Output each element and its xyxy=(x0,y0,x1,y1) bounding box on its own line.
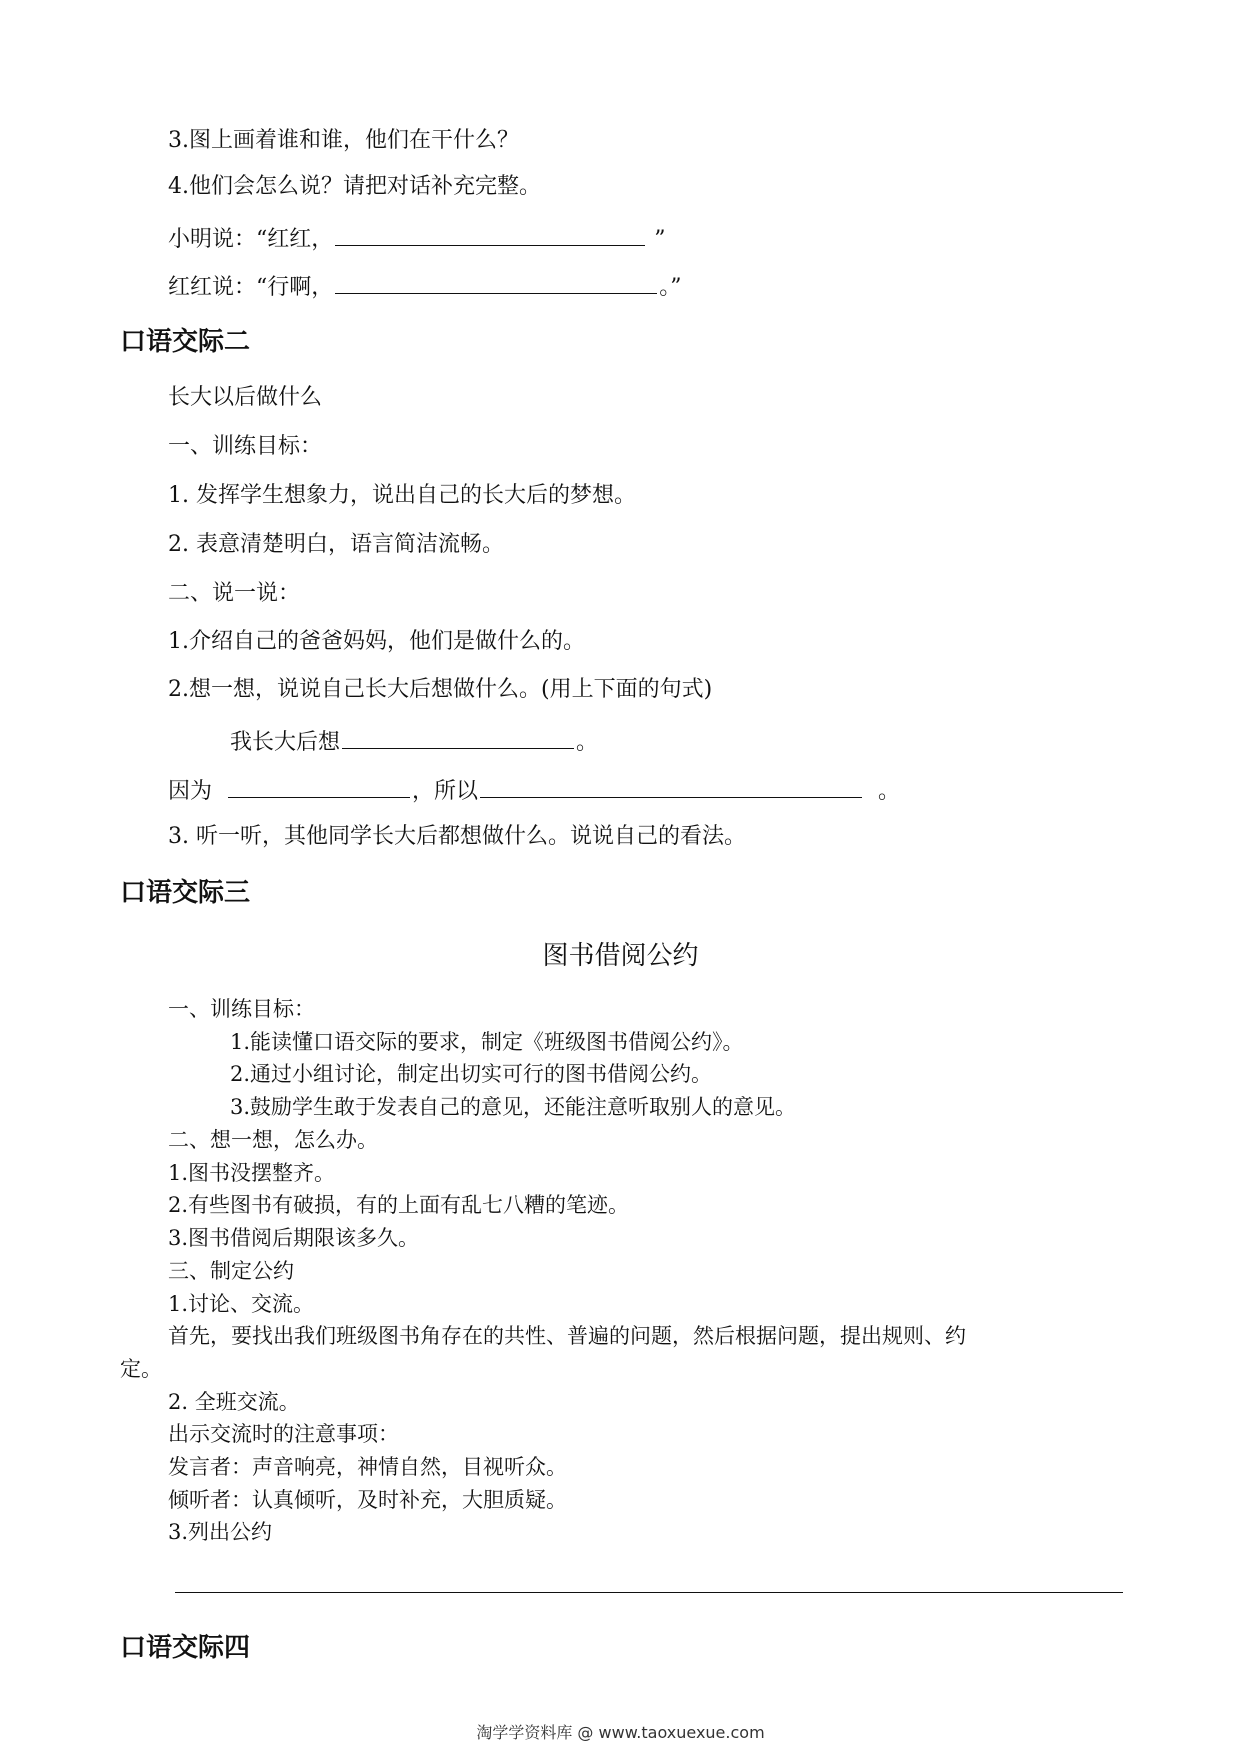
section3-notes-title: 出示交流时的注意事项： xyxy=(168,1422,399,1446)
section3-think-2: 2.有些图书有破损，有的上面有乱七八糟的笔迹。 xyxy=(168,1193,630,1217)
section3-paragraph-line-1: 首先，要找出我们班级图书角存在的共性、普遍的问题，然后根据问题，提出规则、约 xyxy=(168,1324,966,1348)
xiaoming-blank[interactable] xyxy=(335,223,645,246)
section3-goal-title: 一、训练目标： xyxy=(168,997,315,1021)
pattern-1-blank[interactable] xyxy=(342,726,574,749)
section3-make-2: 2. 全班交流。 xyxy=(168,1390,300,1414)
section3-make-title: 三、制定公约 xyxy=(168,1259,294,1283)
honghong-prefix: 红红说：“行啊， xyxy=(168,275,334,300)
question-4: 4.他们会怎么说？请把对话补充完整。 xyxy=(168,174,541,199)
section3-title: 图书借阅公约 xyxy=(542,941,699,971)
section2-goal-title: 一、训练目标： xyxy=(168,434,323,459)
honghong-suffix: 。” xyxy=(659,275,682,300)
section3-goal-3: 3.鼓励学生敢于发表自己的意见，还能注意听取别人的意见。 xyxy=(230,1095,797,1119)
section2-say-1: 1.介绍自己的爸爸妈妈，他们是做什么的。 xyxy=(168,629,585,654)
xiaoming-prefix: 小明说：“红红， xyxy=(168,227,334,252)
pattern-1-prefix: 我长大后想 xyxy=(230,730,341,755)
section3-make-1: 1.讨论、交流。 xyxy=(168,1292,315,1316)
section2-say-2: 2.想一想，说说自己长大后想做什么。(用上下面的句式) xyxy=(168,677,713,702)
pattern-2-end: 。 xyxy=(878,779,901,804)
section3-goal-1: 1.能读懂口语交际的要求，制定《班级图书借阅公约》。 xyxy=(230,1030,744,1054)
footer-watermark: 淘学学资料库 @ www.taoxuexue.com xyxy=(476,1723,765,1742)
pattern-2 xyxy=(168,775,900,806)
pattern-2-blank-1[interactable] xyxy=(228,775,410,798)
section2-say-3: 3. 听一听，其他同学长大后都想做什么。说说自己的看法。 xyxy=(168,824,746,849)
section3-listener: 倾听者：认真倾听，及时补充，大胆质疑。 xyxy=(168,1488,567,1512)
section3-paragraph-line-2: 定。 xyxy=(120,1357,162,1381)
pattern-1 xyxy=(230,726,598,757)
section2-goal-2: 2. 表意清楚明白，语言简洁流畅。 xyxy=(168,532,504,557)
section3-goal-2: 2.通过小组讨论，制定出切实可行的图书借阅公约。 xyxy=(230,1062,713,1086)
section3-make-3: 3.列出公约 xyxy=(168,1520,273,1544)
answer-line[interactable] xyxy=(175,1592,1123,1593)
section2-say-title: 二、说一说： xyxy=(168,581,301,606)
xiaoming-suffix: ” xyxy=(654,227,666,252)
section4-heading: 口语交际四 xyxy=(120,1633,251,1663)
pattern-2-so: ，所以 xyxy=(412,779,479,804)
xiaoming-dialogue xyxy=(168,223,666,254)
pattern-2-because: 因为 xyxy=(168,779,213,804)
section2-goal-1: 1. 发挥学生想象力，说出自己的长大后的梦想。 xyxy=(168,483,636,508)
section3-speaker: 发言者：声音响亮，神情自然，目视听众。 xyxy=(168,1455,567,1479)
honghong-dialogue xyxy=(168,271,682,302)
section3-think-title: 二、想一想，怎么办。 xyxy=(168,1128,378,1152)
section3-heading: 口语交际三 xyxy=(120,878,251,908)
pattern-1-suffix: 。 xyxy=(576,730,599,755)
section2-topic: 长大以后做什么 xyxy=(168,385,323,410)
section3-think-1: 1.图书没摆整齐。 xyxy=(168,1161,336,1185)
honghong-blank[interactable] xyxy=(335,271,657,294)
pattern-2-blank-2[interactable] xyxy=(480,775,862,798)
section2-heading: 口语交际二 xyxy=(120,327,251,357)
question-3: 3.图上画着谁和谁，他们在干什么？ xyxy=(168,128,519,153)
section3-think-3: 3.图书借阅后期限该多久。 xyxy=(168,1226,420,1250)
